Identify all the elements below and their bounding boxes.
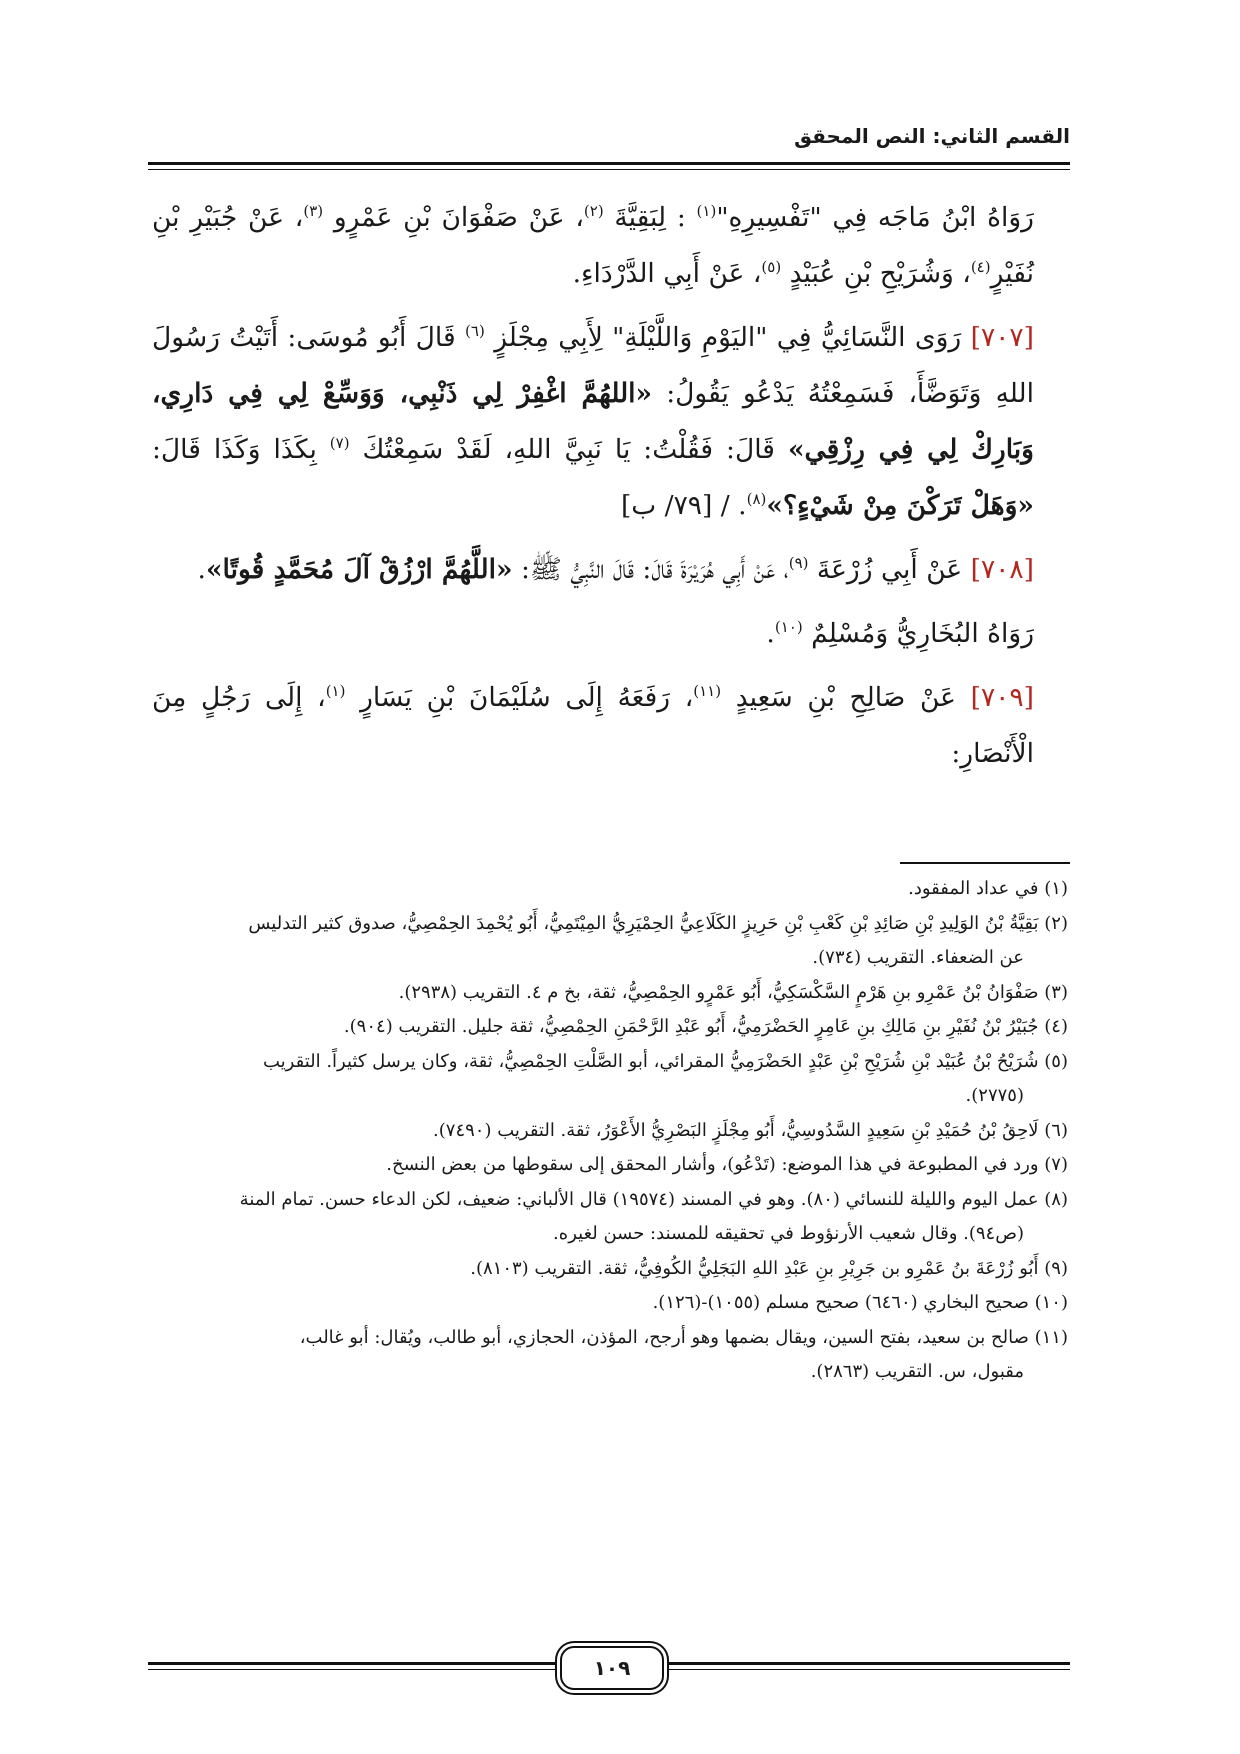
header-rule [148,162,1070,165]
hadith-number: [٧٠٧] [970,322,1034,353]
page-header [148,122,1070,162]
main-text [152,190,1068,790]
header-rule-thin [148,169,1070,170]
page-number [560,1646,664,1690]
manuscript-folio-marker: . / [٧٩/ ب] [620,490,747,521]
hadith-709: [٧٠٩] عَنْ صَالِحِ بْنِ سَعِيدٍ $^{(١١)}$، رَفَعَهُ إِلَى سُلَيْمَانَ بْنِ يَسَارٍ $^{(١)}$، إِلَى رَجُلٍ مِنَ الْأَنْصَارِ: [152,682,1034,769]
footnote-ref: (٩) [788,554,809,573]
footnote-continuation: مقبول، س. التقريب (٢٨٦٣). [810,1361,1024,1382]
footnote-continuation: عن الضعفاء. التقريب (٧٣٤). [812,947,1024,968]
paragraph-bukhari: رَوَاهُ البُخَارِيُّ وَمُسْلِمٌ $^{(١٠)}$. [766,618,1034,649]
footnote-ref: (١) [696,202,717,221]
footnote-continuation: (٢٧٧٥). [965,1085,1024,1106]
paragraph-ibn-majah: رَوَاهُ ابْنُ مَاجَه فِي "تَفْسِيرِهِ"$^{(١)}$ : لِبَقِيَّةَ $^{(٢)}$، عَنْ صَفْوَانَ بْنِ عَمْرٍو $^{(٣)}$، عَنْ جُبَيْرِ بْنِ نُفَيْرٍ$^{(٤)}$، وَشُرَيْحِ بْنِ عُبَيْدٍ $^{(٥)}$، عَنْ أَبِي الدَّرْدَاءِ. [152,202,1034,289]
footnote-separator [900,862,1070,864]
running-header-title: القسم الثاني: النص المحقق [794,124,1070,148]
footnote-ref: (١) [325,682,346,701]
footnote-item: (١٠) صحيح البخاري (٦٤٦٠) صحيح مسلم (١٠٥٥)-(١٢٦). [652,1292,1068,1313]
hadith-707: [٧٠٧] رَوَى النَّسَائِيُّ فِي "اليَوْمِ وَاللَّيْلَةِ" لِأَبِي مِجْلَزٍ $^{(٦)}$ قَالَ أَبُو مُوسَى: أَتَيْتُ رَسُولَ اللهِ وَتَوَضَّأَ، فَسَمِعْتُهُ يَدْعُو يَقُولُ: «اللهُمَّ اغْفِرْ لِي ذَنْبِي، وَوَسِّعْ لِي فِي دَارِي، وَبَارِكْ لِي فِي رِزْقِي» قَالَ: فَقُلْتُ: يَا نَبِيَّ اللهِ، لَقَدْ سَمِعْتُكَ $^{(٧)}$ بِكَذَا وَكَذَا قَالَ: «وَهَلْ تَرَكْنَ مِنْ شَيْءٍ؟»$^{(٨)}$. / [٧٩/ ب] [152,322,1034,521]
footnote-item: (٦) لَاحِقُ بْنُ حُمَيْدِ بْنِ سَعِيدٍ السَّدُوسِيُّ، أَبُو مِجْلَزٍ البَصْرِيُّ الأَعْوَرُ، ثقة. التقريب (٧٤٩٠). [433,1119,1068,1141]
footnote-item: (١١) صالح بن سعيد، بفتح السين، ويقال بضمها وهو أرجح، المؤذن، الحجازي، أبو طالب، ويُقال: أبو غالب، [299,1326,1068,1348]
footnote-item: (٩) أَبُو زُرْعَةَ بنُ عَمْرِو بن جَرِيْرِ بنِ عَبْدِ اللهِ البَجَلِيُّ الكُوفِيُّ، ثقة. التقريب (٨١٠٣). [470,1257,1068,1279]
hadith-708: [٧٠٨] عَنْ أَبِي زُرْعَةَ $^{(٩)}$، عَنْ أَبِي هُرَيْرَةَ قَالَ: قَالَ النَّبِيُّ ﷺ: «اللَّهُمَّ ارْزُقْ آلَ مُحَمَّدٍ قُوتًا». [197,554,1034,585]
prophetic-quote: «اللهُمَّ اغْفِرْ لِي ذَنْبِي، وَوَسِّعْ لِي فِي دَارِي، وَبَارِكْ لِي فِي رِزْقِي» [152,378,1034,465]
hadith-number: [٧٠٨] [970,554,1034,585]
prophetic-quote: «اللَّهُمَّ ارْزُقْ آلَ مُحَمَّدٍ قُوتًا» [205,554,513,585]
footnote-item: (١) في عداد المفقود. [908,878,1068,899]
page-number-text: ١٠٩ [593,1656,631,1680]
footnote-ref: (٨) [746,490,767,509]
footnotes [152,872,1068,1390]
footnote-ref: (١٠) [774,618,803,637]
footnote-continuation: (ص٩٤). وقال شعيب الأرنؤوط في تحقيقه للمسند: حسن لغيره. [553,1223,1024,1244]
footnote-item: (٣) صَفْوَانُ بْنُ عَمْرِو بنِ هَرْمٍ السَّكْسَكِيُّ، أَبُو عَمْرٍو الحِمْصِيُّ، ثقة، بخ م ٤. التقريب (٢٩٣٨). [398,981,1068,1003]
footnote-ref: (٢) [583,202,604,221]
footnote-item: (٥) شُرَيْحُ بْنُ عُبَيْد بْنِ شُرَيْحِ بْنِ عَبْدٍ الحَضْرَمِيُّ المقرائي، أبو الصَّلْتِ الحِمْصِيُّ، ثقة، وكان يرسل كثيراً. التقريب [262,1050,1068,1072]
footnote-item: (٨) عمل اليوم والليلة للنسائي (٨٠). وهو في المسند (١٩٥٧٤) قال الألباني: ضعيف، لكن الدعاء حسن. تمام المنة [239,1188,1068,1210]
footnote-ref: (٧) [329,434,350,453]
footnote-item: (٤) جُبَيْرُ بْنُ نُفَيْرِ بنِ مَالِكِ بنِ عَامِرٍ الحَضْرَمِيُّ، أَبُو عَبْدِ الرَّحْمَنِ الحِمْصِيُّ، ثقة جليل. التقريب (٩٠٤). [343,1016,1068,1037]
footnote-item: (٧) ورد في المطبوعة في هذا الموضع: (تَدْعُو)، وأشار المحقق إلى سقوطها من بعض النسخ. [386,1154,1068,1175]
footnote-ref: (٦) [465,322,485,341]
hadith-number: [٧٠٩] [970,682,1034,713]
prophetic-quote: «وَهَلْ تَرَكْنَ مِنْ شَيْءٍ؟» [766,490,1034,521]
footnote-ref: (٥) [761,258,782,277]
footnote-ref: (٣) [303,202,324,221]
footnote-item: (٢) بَقِيَّةُ بْنُ الوَلِيدِ بْنِ صَائِدِ بْنِ كَعْبِ بْنِ حَرِيزٍ الكَلَاعِيُّ الحِمْيَرِيُّ المِيْتَمِيُّ، أَبُو يُحْمِدَ الحِمْصِيُّ، صدوق كثير التدليس [248,912,1068,934]
footnote-ref: (١١) [693,682,722,701]
footnote-ref: (٤) [970,258,991,277]
